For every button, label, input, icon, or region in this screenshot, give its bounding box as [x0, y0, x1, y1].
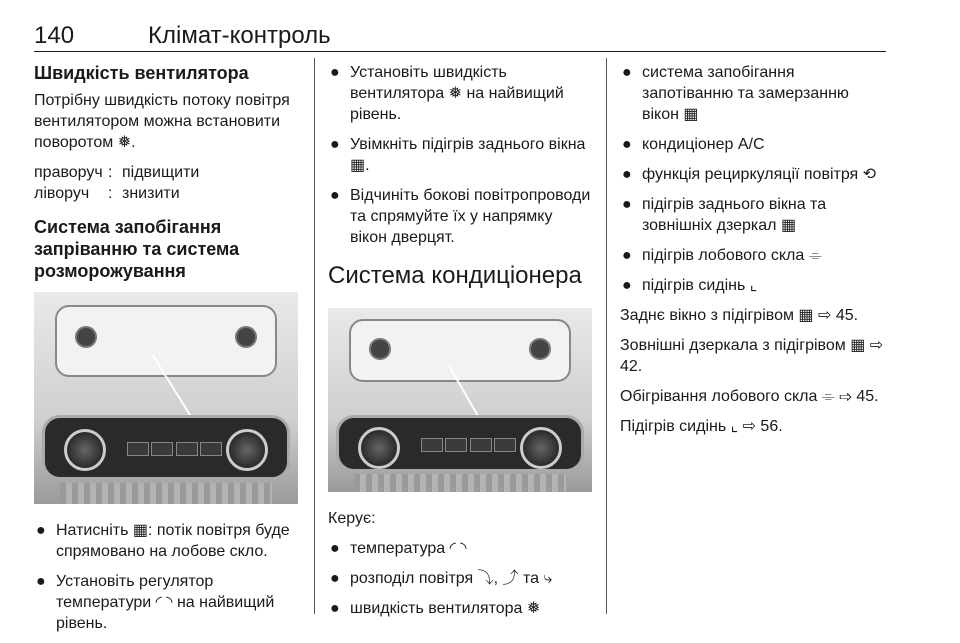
list-item-text: підігрів заднього вікна та зовнішніх дзеркал ▦ [642, 196, 827, 234]
list-item [328, 538, 592, 559]
list-item [328, 568, 592, 589]
list-item-text: розподіл повітря ⤵, ⤴ та ⤷ [350, 570, 553, 587]
list-item-text: Натисніть ▦: потік повітря буде спрямовано на лобове скло. [56, 522, 290, 560]
bullet-icon: ● [330, 540, 340, 557]
magnified-control-strip [336, 415, 584, 473]
bullet-icon: ● [36, 573, 46, 590]
list-item-text: Установіть швидкість вентилятора ❅ на найвищий рівень. [350, 64, 564, 123]
column-divider-2 [606, 58, 607, 614]
bullet-icon: ● [330, 136, 340, 153]
list-item [620, 134, 886, 155]
panel-button [176, 442, 198, 456]
bullet-icon: ● [330, 64, 340, 81]
panel-button [421, 438, 443, 452]
list-item [620, 62, 886, 125]
temperature-knob [64, 429, 106, 471]
table-key: ліворуч [34, 185, 90, 202]
knob-right [529, 338, 551, 360]
page-number: 140 [34, 22, 75, 49]
list-item-text: система запобігання запотіванню та замерзанню вікон ▦ [642, 64, 849, 123]
list-item [34, 571, 300, 634]
panel-button [494, 438, 516, 452]
bullet-icon: ● [622, 166, 632, 183]
bullet-icon: ● [36, 522, 46, 539]
bullet-icon: ● [330, 187, 340, 204]
list-item [620, 194, 886, 236]
panel-button [151, 442, 173, 456]
list-item-text: підігрів лобового скла ⌯ [642, 247, 822, 264]
panel-button [445, 438, 467, 452]
table-value: знизити [122, 185, 180, 202]
column-2 [328, 62, 592, 628]
list-item [328, 134, 592, 176]
air-vent [60, 483, 271, 504]
list-item-text: швидкість вентилятора ❅ [350, 600, 541, 617]
table-sep: : [108, 185, 113, 202]
list-item-text: Відчиніть бокові повітропроводи та спрямуйте їх у напрямку вікон дверцят. [350, 187, 591, 246]
bullet-icon: ● [622, 247, 632, 264]
panel-button [200, 442, 222, 456]
bullet-icon: ● [330, 600, 340, 617]
list-item-text: підігрів сидінь ⌞ [642, 277, 758, 294]
bullet-icon: ● [622, 136, 632, 153]
heading-demisting: Система запобігання запріванню та система розморожування [34, 217, 240, 281]
list-item-text: Увімкніть підігрів заднього вікна ▦. [350, 136, 586, 174]
column-3 [620, 62, 886, 446]
knob-left [369, 338, 391, 360]
running-title: Клімат-контроль [148, 22, 331, 49]
air-vent [354, 474, 565, 492]
knob-right [235, 326, 257, 348]
temperature-knob [358, 427, 400, 469]
header-rule [34, 51, 886, 52]
controls-label: Керує: [328, 510, 376, 527]
cross-reference[interactable]: Обігрівання лобового скла ⌯ ⇨ 45. [620, 388, 879, 405]
bullet-icon: ● [330, 570, 340, 587]
climate-panel-photo-1 [34, 292, 298, 504]
list-item [328, 598, 592, 619]
magnified-control-strip [42, 415, 290, 480]
list-item-text: Установіть регулятор температури ◜ ◝ на найвищий рівень. [56, 573, 275, 632]
list-item [34, 520, 300, 562]
panel-button [470, 438, 492, 452]
table-key: праворуч [34, 164, 103, 181]
heading-fan-speed: Швидкість вентилятора [34, 63, 249, 83]
list-item-text: кондиціонер A/C [642, 136, 765, 153]
cross-reference[interactable]: Зовнішні дзеркала з підігрівом ▦ ⇨ 42. [620, 337, 884, 375]
list-item-text: температура ◜ ◝ [350, 540, 467, 557]
cross-reference[interactable]: Заднє вікно з підігрівом ▦ ⇨ 45. [620, 307, 859, 324]
knob-left [75, 326, 97, 348]
climate-panel-photo-2 [328, 308, 592, 492]
bullet-icon: ● [622, 277, 632, 294]
upper-control-panel [55, 305, 277, 377]
fan-knob [226, 429, 268, 471]
column-divider-1 [314, 58, 315, 614]
fan-knob [520, 427, 562, 469]
table-sep: : [108, 164, 113, 181]
cross-reference[interactable]: Підігрів сидінь ⌞ ⇨ 56. [620, 418, 783, 435]
bullet-icon: ● [622, 196, 632, 213]
upper-control-panel [349, 319, 571, 382]
table-value: підвищити [122, 164, 200, 181]
panel-button [127, 442, 149, 456]
list-item-text: функція рециркуляції повітря ⟲ [642, 166, 877, 183]
list-item [620, 275, 886, 296]
bullet-icon: ● [622, 64, 632, 81]
list-item [620, 164, 886, 185]
direction-table [34, 162, 300, 204]
list-item [620, 245, 886, 266]
page-header [34, 22, 886, 52]
list-item [328, 62, 592, 125]
column-1 [34, 62, 300, 643]
list-item [328, 185, 592, 248]
heading-air-conditioning: Система кондиціонера [328, 262, 582, 289]
paragraph-fan-speed: Потрібну швидкість потоку повітря вентилятором можна встановити поворотом ❅. [34, 92, 290, 151]
